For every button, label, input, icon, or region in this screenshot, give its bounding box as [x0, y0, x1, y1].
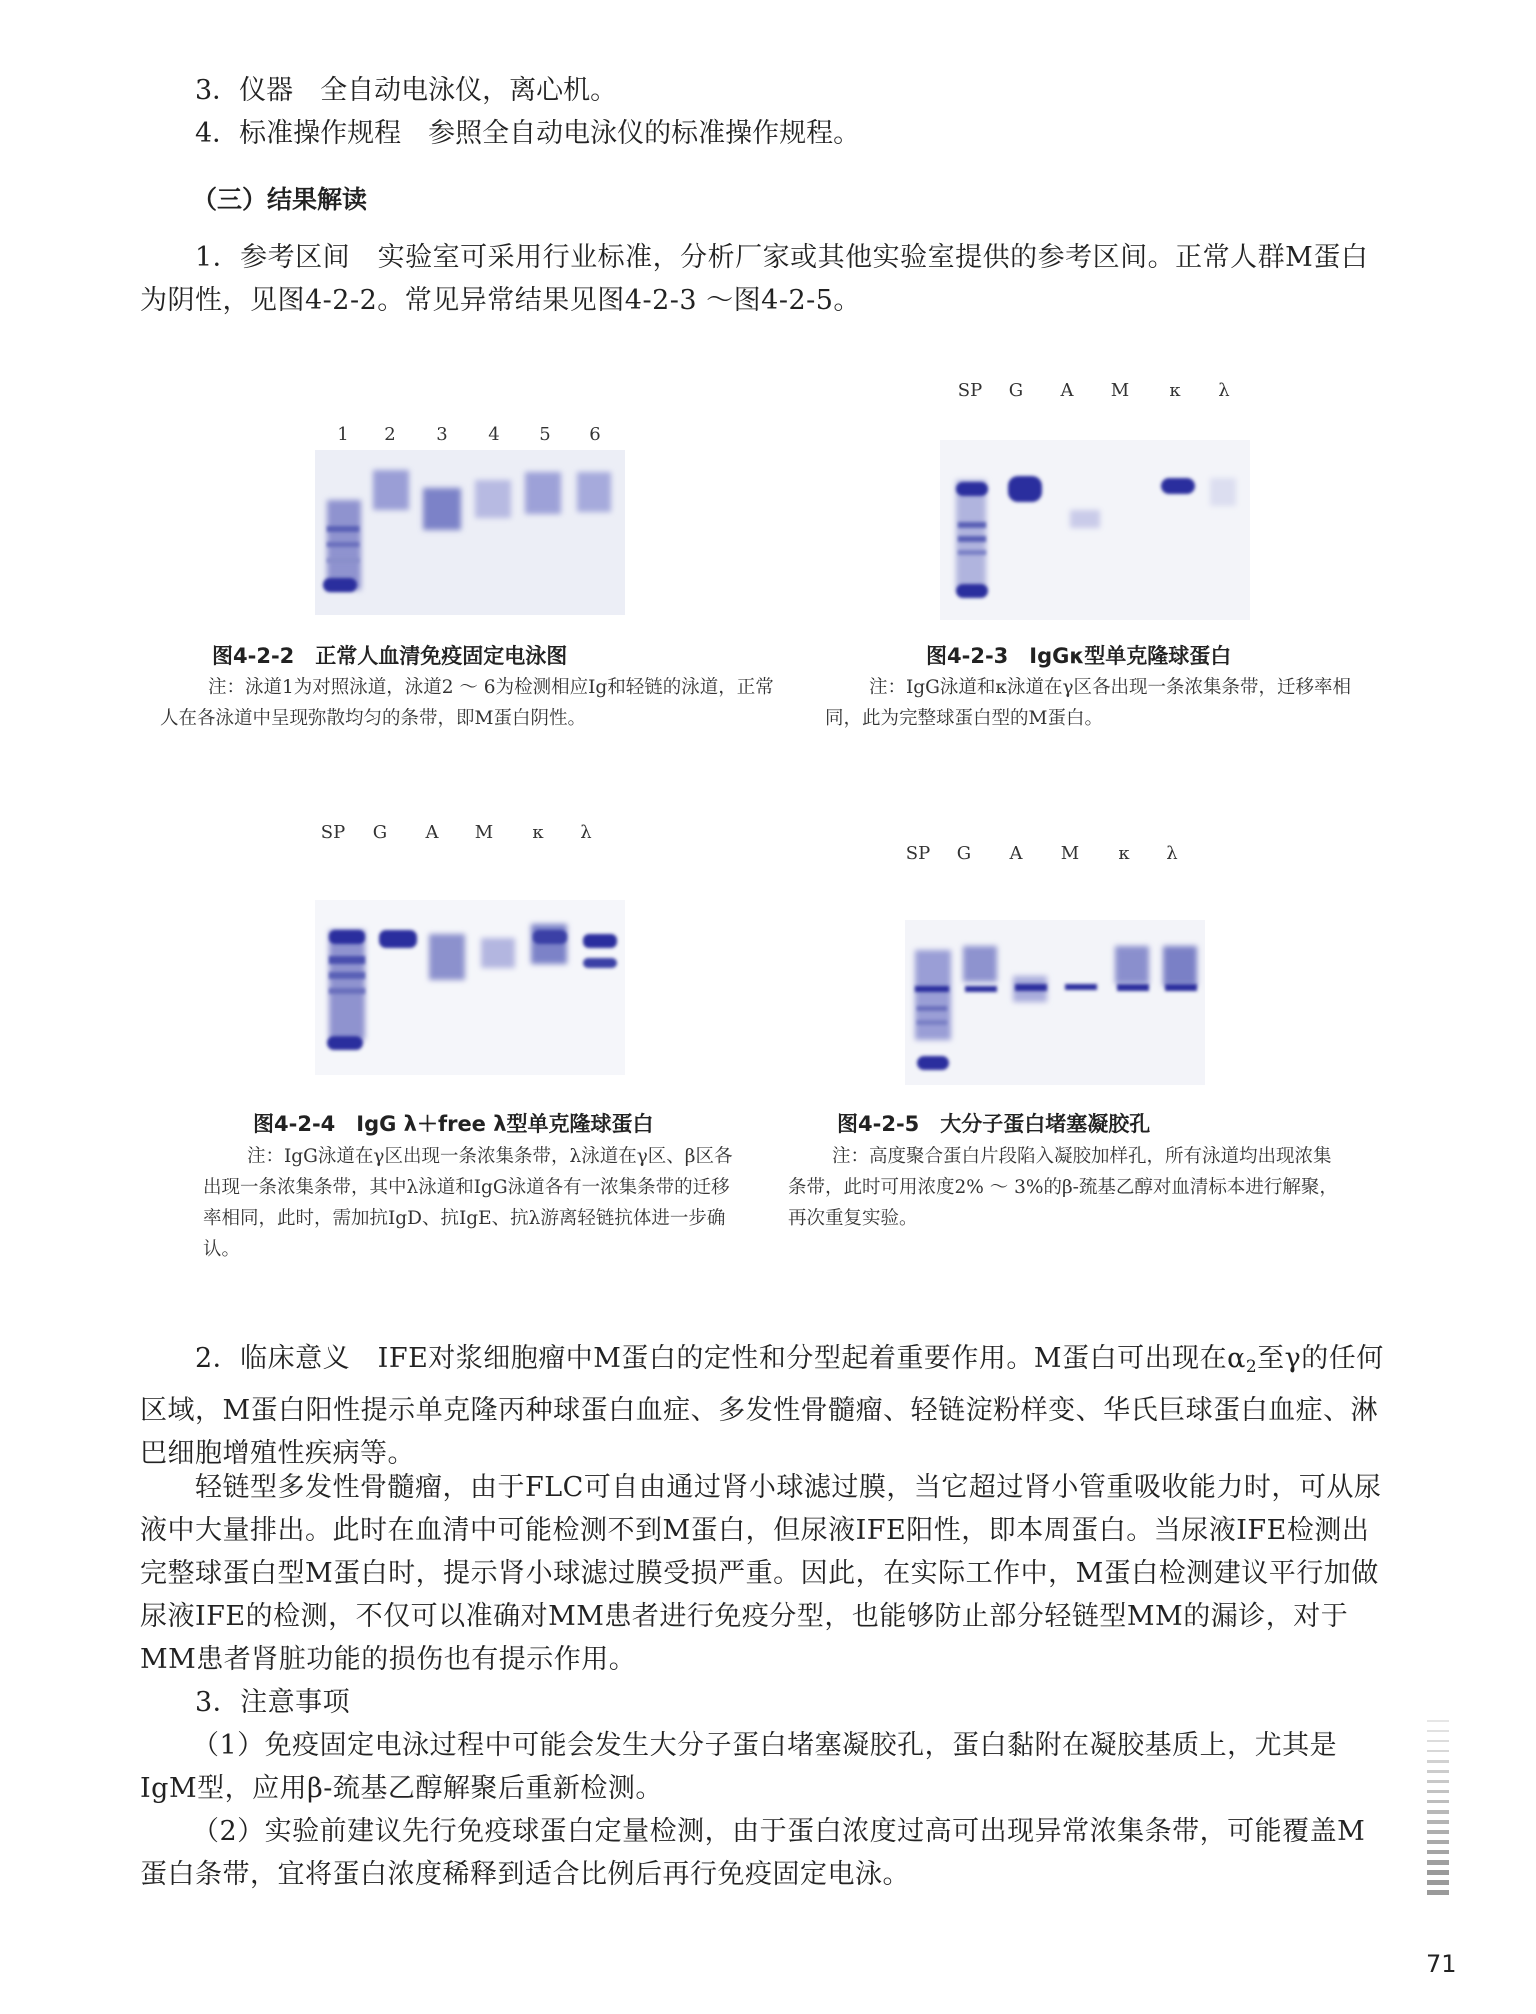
lane-label: SP [905, 843, 931, 864]
instrument-line: 3．仪器 全自动电泳仪，离心机。 [195, 75, 618, 106]
lane-number: 2 [384, 424, 396, 445]
lane-label: G [372, 822, 388, 843]
lane-label: κ [1118, 843, 1130, 864]
fig4-gel-image [905, 920, 1205, 1085]
precautions-heading: 3．注意事项 [195, 1687, 351, 1718]
precaution-2: （2）实验前建议先行免疫球蛋白定量检测，由于蛋白浓度过高可出现异常浓集条带，可能覆盖M蛋白条带，宜将蛋白浓度稀释到适合比例后再行免疫固定电泳。 [140, 1816, 1366, 1890]
lane-label: M [1110, 380, 1130, 401]
lane-number: 4 [488, 424, 500, 445]
lane-label: A [425, 822, 439, 843]
light-chain-paragraph: 轻链型多发性骨髓瘤，由于FLC可自由通过肾小球滤过膜，当它超过肾小管重吸收能力时，可从尿液中大量排出。此时在血清中可能检测不到M蛋白，但尿液IFE阳性，即本周蛋白。当尿液IFE检测出完整球蛋白型M蛋白时，提示肾小球滤过膜受损严重。因此，在实际工作中，M蛋白检测建议平行加做尿液IFE的检测，不仅可以准确对MM患者进行免疫分型，也能够防止部分轻链型MM的漏诊，对于MM患者肾脏功能的损伤也有提示作用。 [140, 1472, 1382, 1675]
reference-interval-paragraph: 1．参考区间 实验室可采用行业标准，分析厂家或其他实验室提供的参考区间。正常人群M蛋白为阴性，见图4-2-2。常见异常结果见图4-2-3 ～图4-2-5。 [140, 242, 1369, 316]
lane-number: 3 [436, 424, 448, 445]
alpha-subscript: 2 [1245, 1357, 1258, 1377]
page-number: 71 [1426, 1950, 1457, 1978]
fig3-gel-image [315, 900, 625, 1075]
fig1-gel-image [315, 450, 625, 615]
fig1-caption: 图4-2-2 正常人血清免疫固定电泳图 [212, 644, 568, 668]
lane-label: A [1060, 380, 1074, 401]
lane-label: λ [580, 822, 592, 843]
lane-label: G [1008, 380, 1024, 401]
page-edge-stripes [1427, 1720, 1457, 1906]
precaution-1: （1）免疫固定电泳过程中可能会发生大分子蛋白堵塞凝胶孔，蛋白黏附在凝胶基质上，尤其是IgM型，应用β-巯基乙醇解聚后重新检测。 [140, 1730, 1338, 1804]
lane-label: M [1060, 843, 1080, 864]
lane-label: A [1009, 843, 1023, 864]
fig4-caption: 图4-2-5 大分子蛋白堵塞凝胶孔 [837, 1112, 1151, 1136]
clinical-significance-paragraph: 2．临床意义 IFE对浆细胞瘤中M蛋白的定性和分型起着重要作用。M蛋白可出现在$\alpha_2$至γ的任何区域，M蛋白阳性提示单克隆丙种球蛋白血症、多发性骨髓瘤、轻链淀粉样变、华氏巨球蛋白血症、淋巴细胞增殖性疾病等。 [140, 1343, 1384, 1469]
lane-number: 5 [539, 424, 551, 445]
lane-label: κ [1169, 380, 1181, 401]
fig4-note: 注：高度聚合蛋白片段陷入凝胶加样孔，所有泳道均出现浓集条带，此时可用浓度2% ～ 3%的β-巯基乙醇对血清标本进行解聚，再次重复实验。 [788, 1146, 1338, 1229]
fig2-gel-image [940, 440, 1250, 620]
sop-line: 4．标准操作规程 参照全自动电泳仪的标准操作规程。 [195, 118, 861, 149]
lane-label: λ [1218, 380, 1230, 401]
lane-label: M [474, 822, 494, 843]
fig1-note: 注：泳道1为对照泳道，泳道2 ～ 6为检测相应Ig和轻链的泳道，正常人在各泳道中呈现弥散均匀的条带，即M蛋白阴性。 [160, 677, 774, 729]
fig3-note: 注：IgG泳道在γ区出现一条浓集条带，λ泳道在γ区、β区各出现一条浓集条带，其中λ泳道和IgG泳道各有一浓集条带的迁移率相同，此时，需加抗IgD、抗IgE、抗λ游离轻链抗体进一步确认。 [203, 1146, 733, 1260]
lane-number: 1 [337, 424, 349, 445]
lane-label: SP [957, 380, 983, 401]
fig2-caption: 图4-2-3 IgGκ型单克隆球蛋白 [926, 644, 1232, 668]
section-heading: （三）结果解读 [192, 185, 368, 214]
fig3-caption: 图4-2-4 IgG λ＋free λ型单克隆球蛋白 [253, 1112, 654, 1136]
lane-label: SP [320, 822, 346, 843]
lane-label: λ [1166, 843, 1178, 864]
lane-label: κ [532, 822, 544, 843]
fig2-note: 注：IgG泳道和κ泳道在γ区各出现一条浓集条带，迁移率相同，此为完整球蛋白型的M蛋白。 [825, 677, 1352, 729]
lane-label: G [956, 843, 972, 864]
lane-number: 6 [589, 424, 601, 445]
